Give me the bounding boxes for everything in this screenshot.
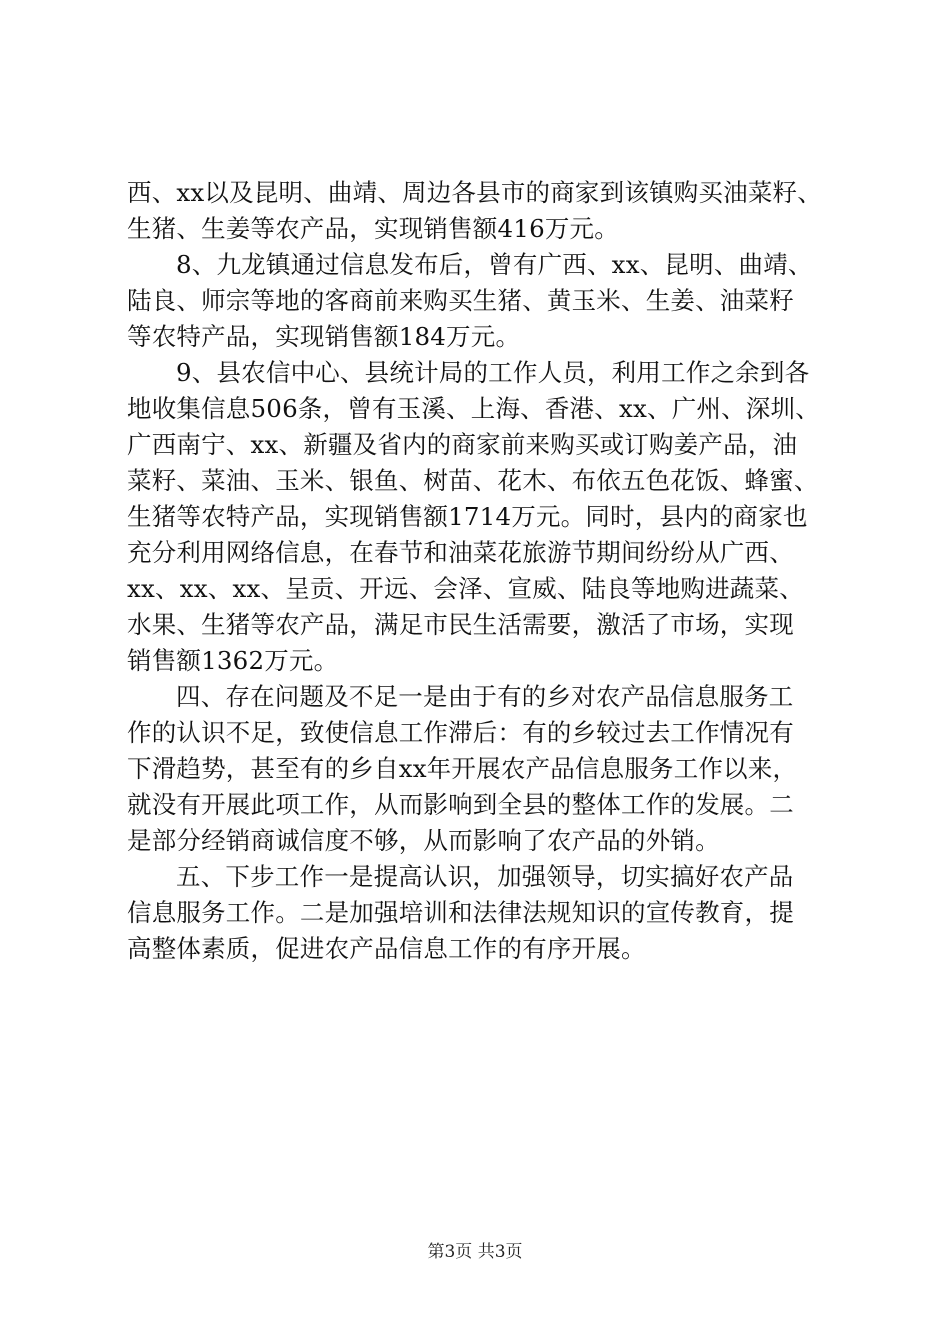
text-line: 五、下步工作一是提高认识，加强领导，切实搞好农产品 (176, 862, 794, 891)
text-line: 地收集信息506条，曾有玉溪、上海、香港、xx、广州、深圳、 (127, 394, 820, 423)
text-line: 就没有开展此项工作，从而影响到全县的整体工作的发展。二 (127, 790, 794, 819)
text-line: 是部分经销商诚信度不够，从而影响了农产品的外销。 (127, 826, 720, 855)
page-footer: 第3页 共3页 (427, 1242, 523, 1262)
text-line: 水果、生猪等农产品，满足市民生活需要，激活了市场，实现 (127, 610, 794, 639)
text-line: 生猪等农特产品，实现销售额1714万元。同时，县内的商家也 (127, 502, 808, 531)
text-line: 广西南宁、xx、新疆及省内的商家前来购买或订购姜产品，油 (127, 430, 798, 459)
text-line: 8、九龙镇通过信息发布后，曾有广西、xx、昆明、曲靖、 (176, 250, 813, 279)
text-line: 四、存在问题及不足一是由于有的乡对农产品信息服务工 (176, 682, 794, 711)
text-line: 陆良、师宗等地的客商前来购买生猪、黄玉米、生姜、油菜籽 (127, 286, 794, 315)
text-line: 销售额1362万元。 (127, 646, 339, 675)
text-line: xx、xx、xx、呈贡、开远、会泽、宣威、陆良等地购进蔬菜、 (127, 574, 804, 603)
text-line: 菜籽、菜油、玉米、银鱼、树苗、花木、布依五色花饭、蜂蜜、 (127, 466, 819, 495)
text-line: 生猪、生姜等农产品，实现销售额416万元。 (127, 214, 619, 243)
text-line: 信息服务工作。二是加强培训和法律法规知识的宣传教育，提 (127, 898, 794, 927)
text-line: 9、县农信中心、县统计局的工作人员，利用工作之余到各 (176, 358, 810, 387)
text-line: 充分利用网络信息，在春节和油菜花旅游节期间纷纷从广西、 (127, 538, 794, 567)
text-line: 等农特产品，实现销售额184万元。 (127, 322, 521, 351)
text-line: 西、xx以及昆明、曲靖、周边各县市的商家到该镇购买油菜籽、 (127, 178, 822, 207)
text-line: 高整体素质，促进农产品信息工作的有序开展。 (127, 934, 646, 963)
text-line: 作的认识不足，致使信息工作滞后：有的乡较过去工作情况有 (127, 718, 794, 747)
text-line: 下滑趋势，甚至有的乡自xx年开展农产品信息服务工作以来， (127, 754, 798, 783)
